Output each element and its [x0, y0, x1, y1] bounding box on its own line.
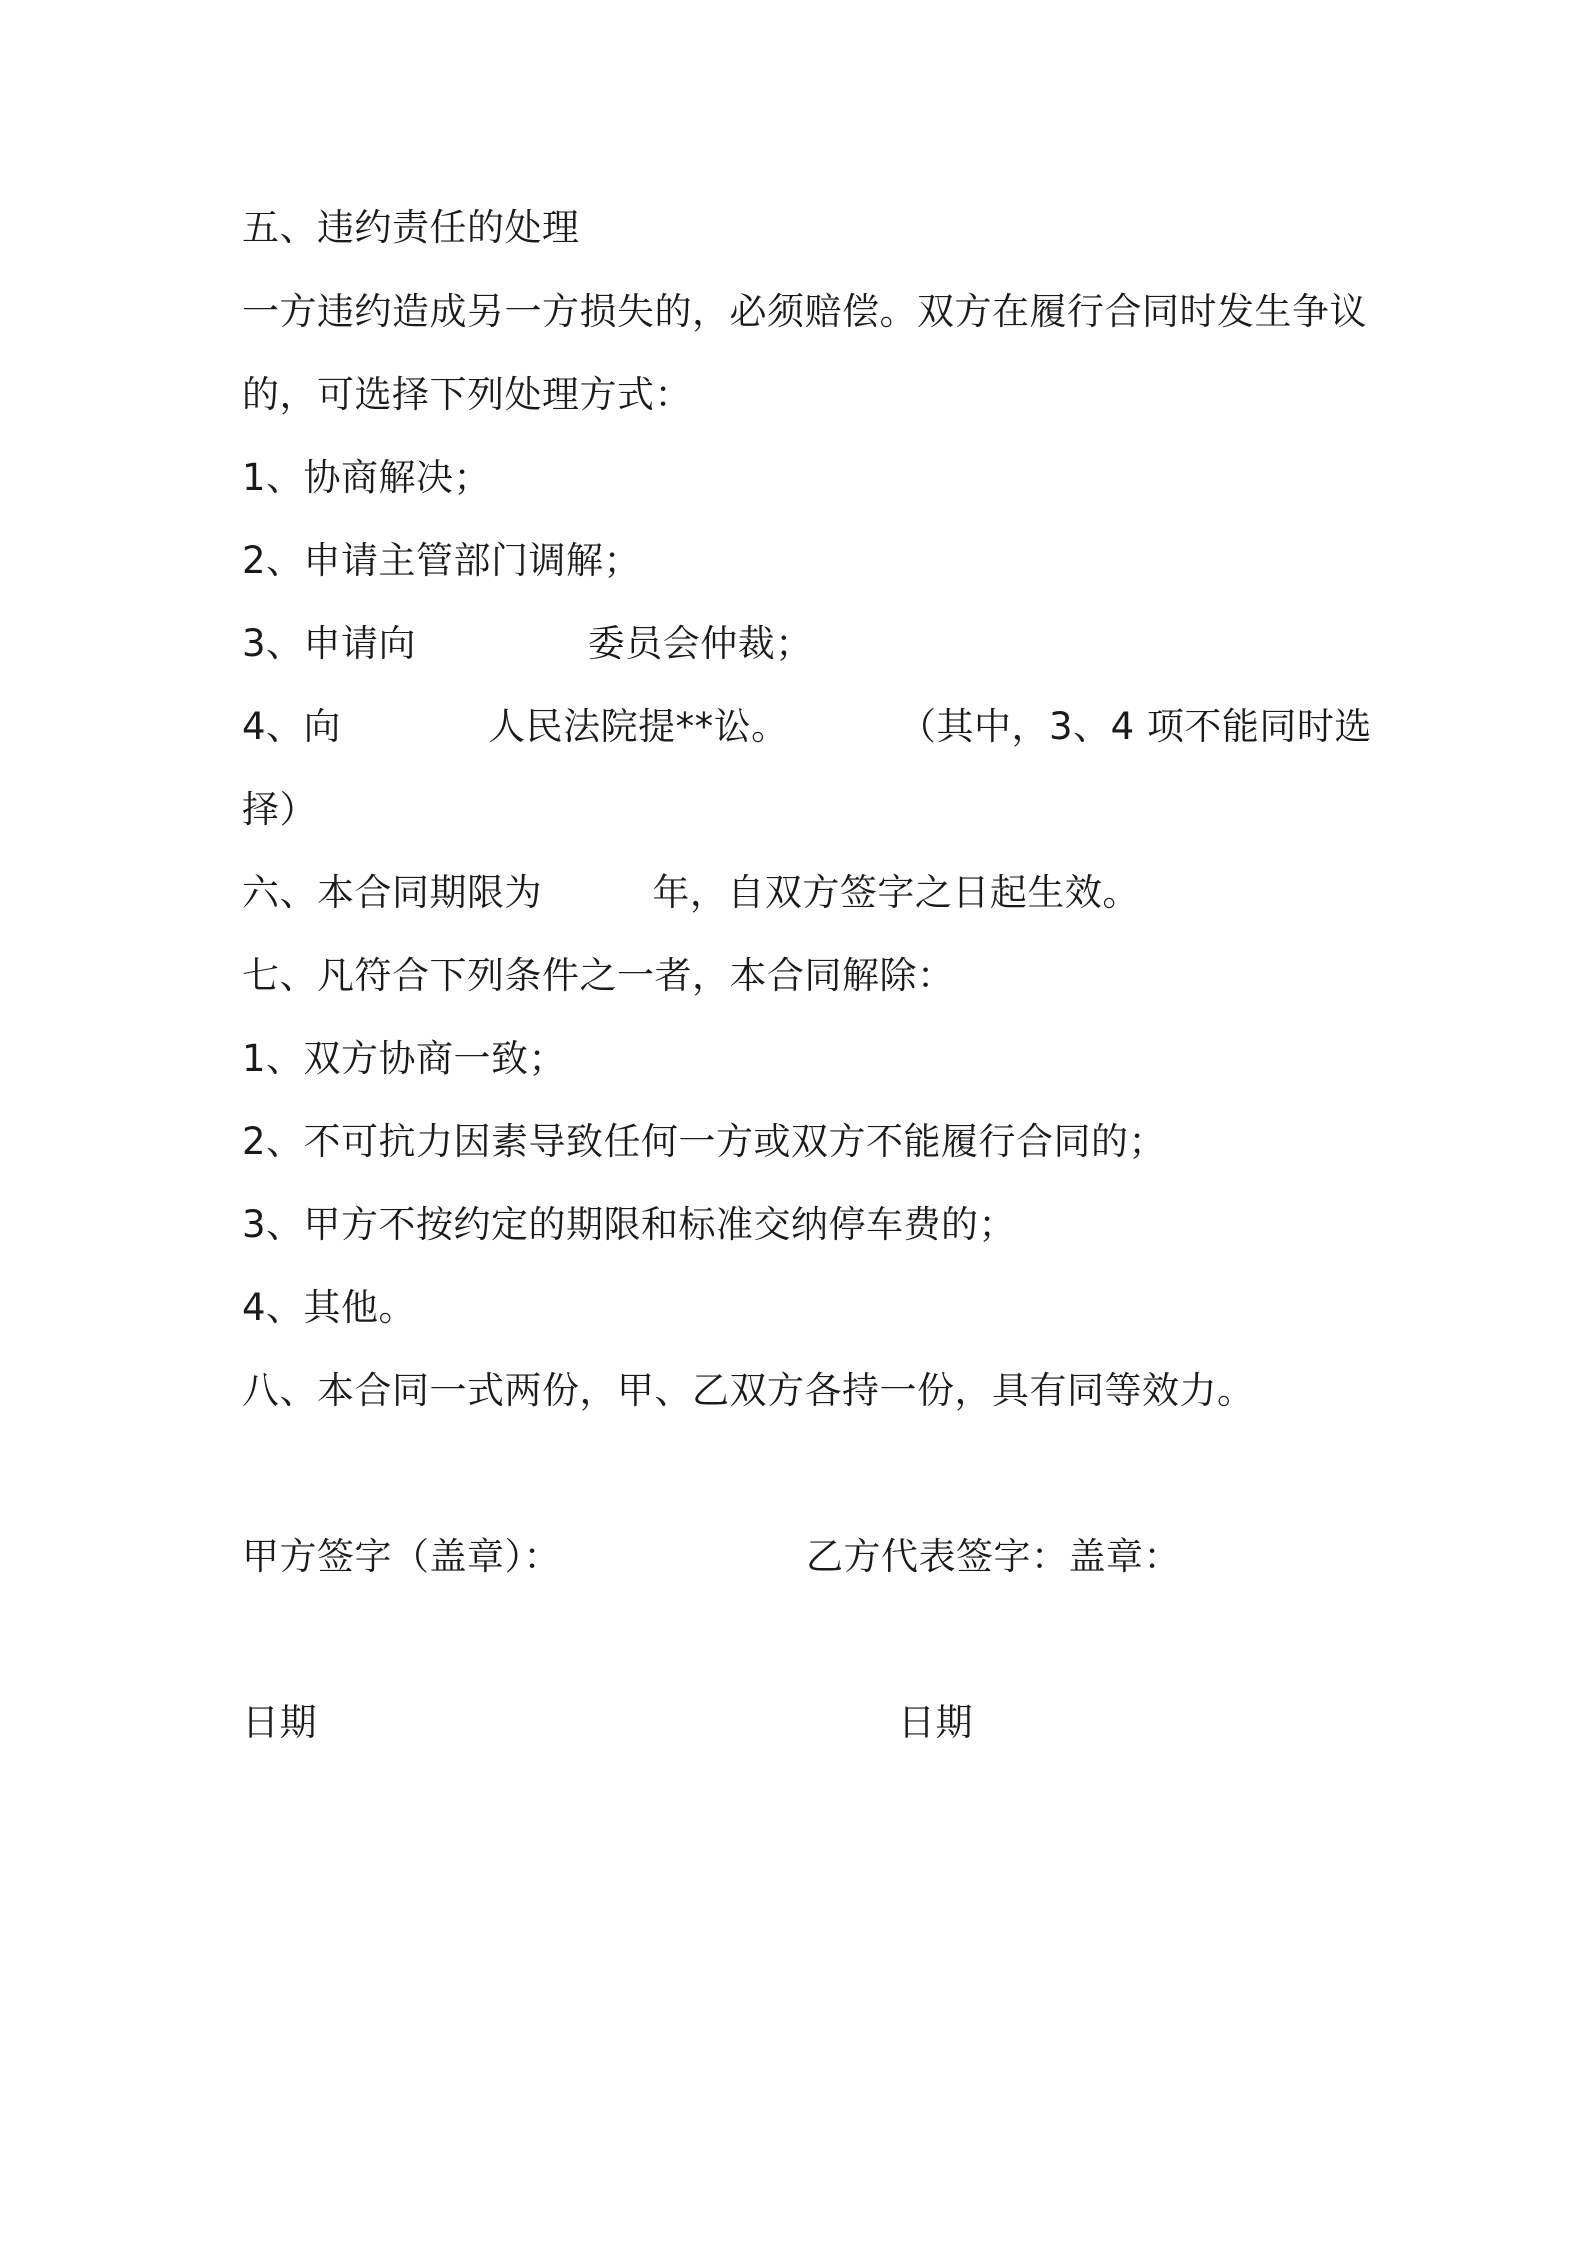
section7-heading: 七、凡符合下列条件之一者，本合同解除：	[242, 954, 955, 997]
section5-heading: 五、违约责任的处理	[242, 206, 580, 249]
party-a-date-label: 日期	[242, 1701, 317, 1744]
party-b-signature-label: 乙方代表签字：盖章：	[806, 1535, 1181, 1578]
section7-item-3: 3、甲方不按约定的期限和标准交纳停车费的；	[242, 1203, 1017, 1246]
section7-item-2: 2、不可抗力因素导致任何一方或双方不能履行合同的；	[242, 1120, 1167, 1163]
party-b-date-label: 日期	[898, 1701, 973, 1744]
section5-item-4-line1: 4、向 人民法院提**讼。 （其中，3、4 项不能同时选	[242, 705, 1372, 748]
section7-item-1: 1、双方协商一致；	[242, 1037, 567, 1080]
party-a-signature-label: 甲方签字（盖章）：	[242, 1535, 561, 1578]
section5-paragraph-line1: 一方违约造成另一方损失的，必须赔偿。双方在履行合同时发生争议	[242, 290, 1367, 333]
section5-item-3: 3、申请向 委员会仲裁；	[242, 622, 813, 665]
section7-item-4: 4、其他。	[242, 1286, 417, 1329]
section5-paragraph-line2: 的，可选择下列处理方式：	[242, 373, 692, 416]
section5-item-2: 2、申请主管部门调解；	[242, 539, 642, 582]
section5-item-4-line2: 择）	[242, 788, 317, 831]
section8-text: 八、本合同一式两份，甲、乙双方各持一份，具有同等效力。	[242, 1369, 1255, 1412]
section6-text: 六、本合同期限为 年，自双方签字之日起生效。	[242, 871, 1140, 914]
section5-item-1: 1、协商解决；	[242, 456, 492, 499]
